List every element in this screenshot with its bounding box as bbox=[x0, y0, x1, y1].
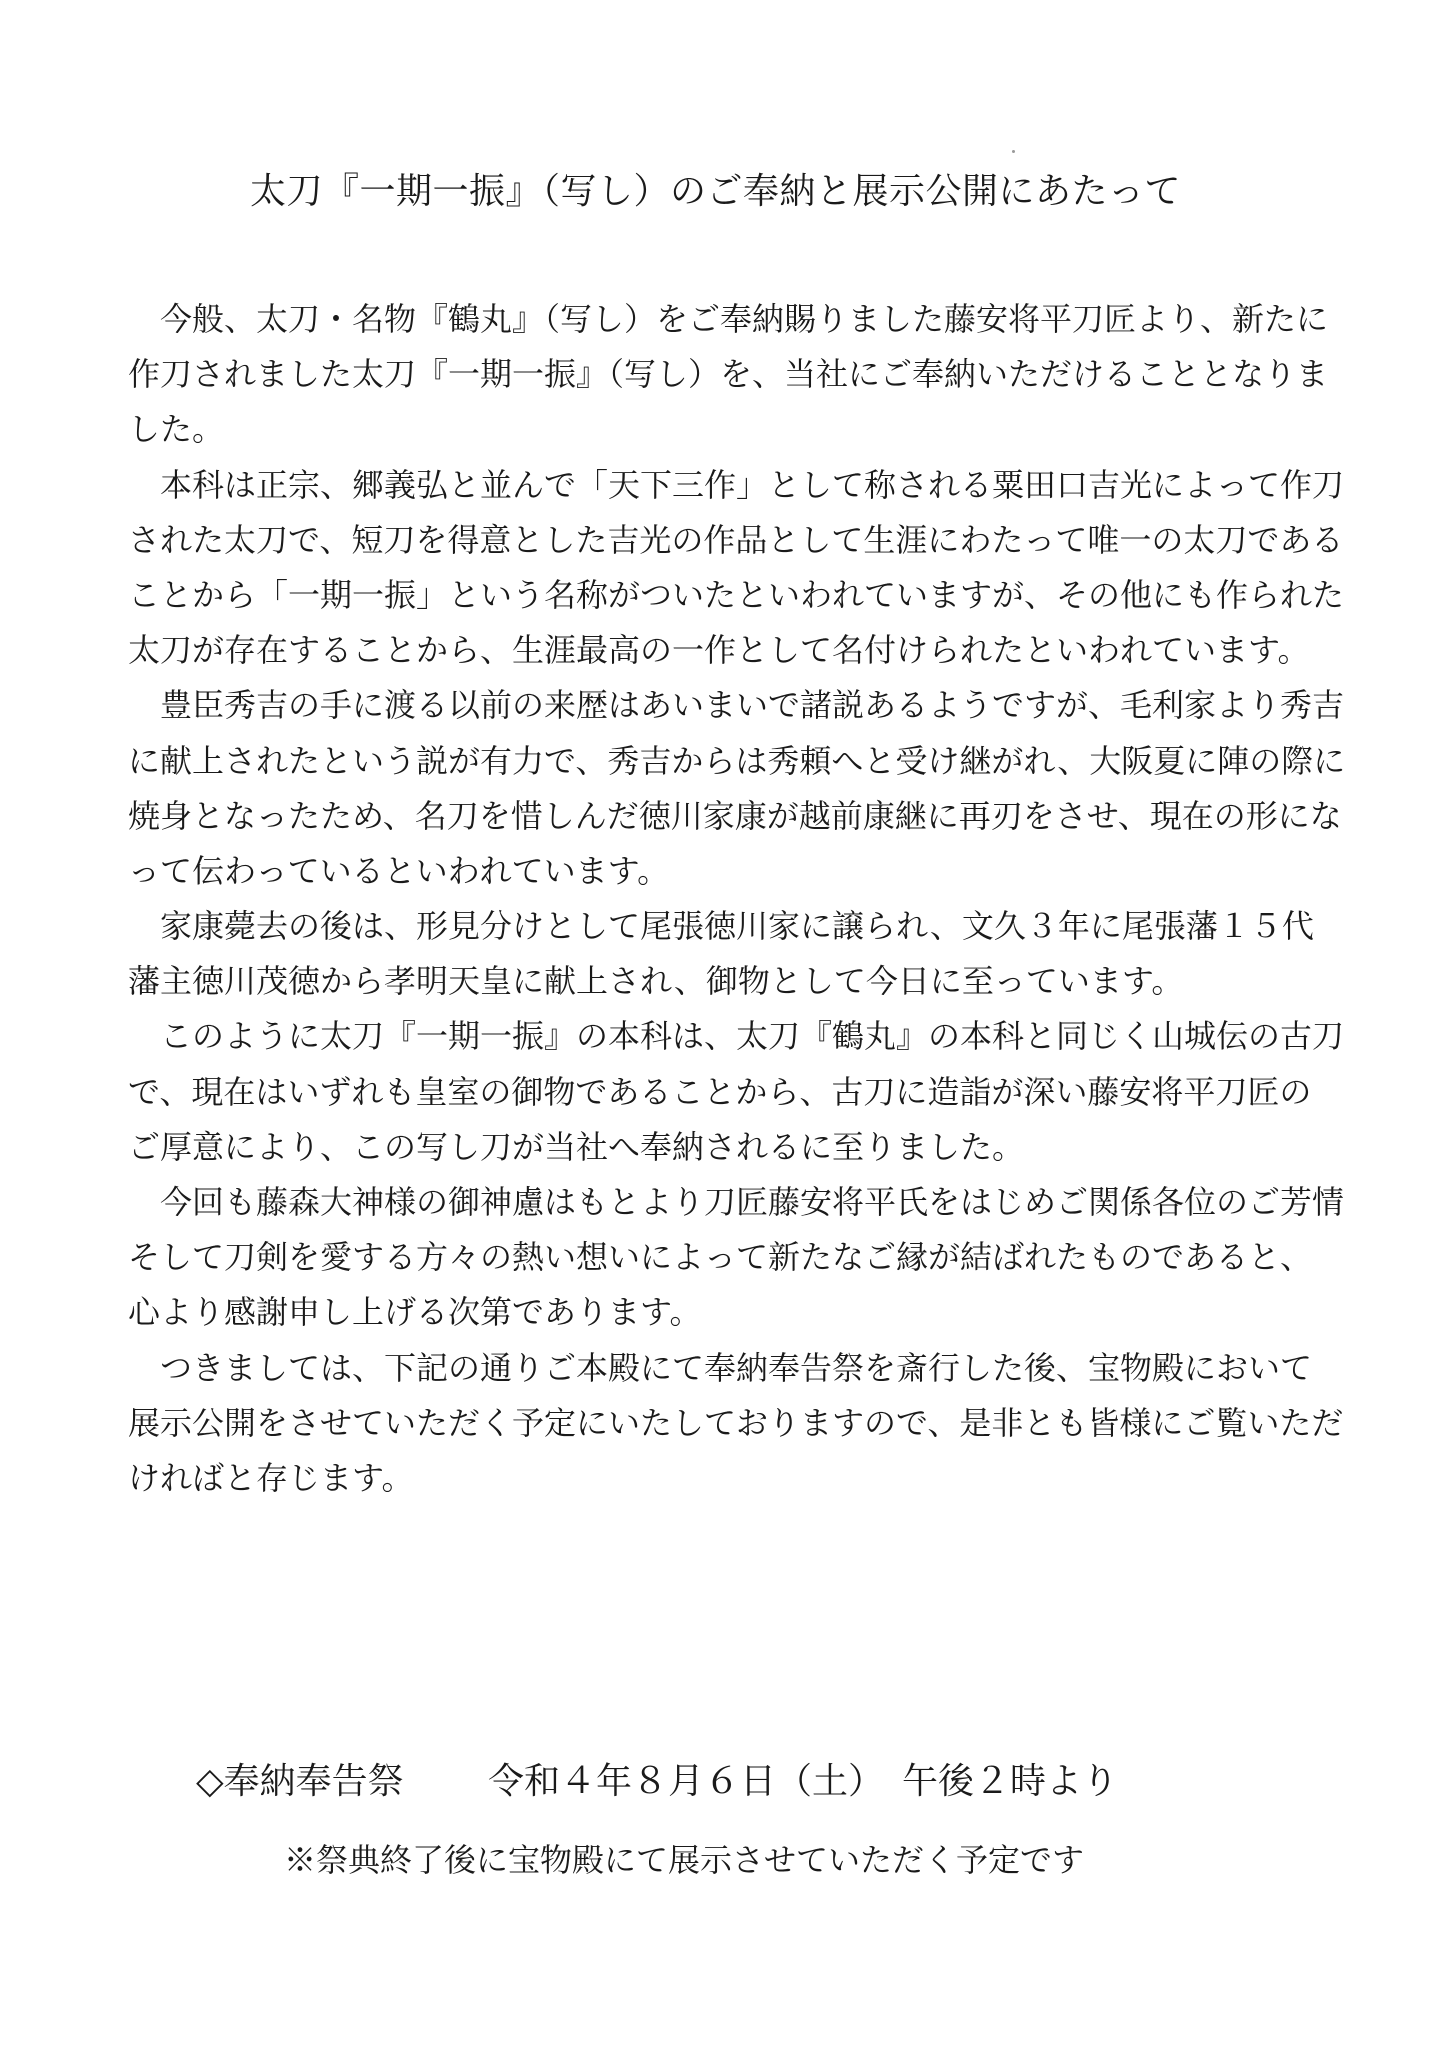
body-line: 心より感謝申し上げる次第であります。 bbox=[128, 1293, 702, 1332]
body-line: された太刀で、短刀を得意とした吉光の作品として生涯にわたって唯一の太刀である bbox=[128, 520, 1344, 559]
event-datetime: 令和４年８月６日（土） 午後２時より bbox=[488, 1761, 1119, 1802]
body-line: 展示公開をさせていただく予定にいたしておりますので、是非とも皆様にご覧いただ bbox=[128, 1403, 1344, 1442]
body-line: 今般、太刀・名物『鶴丸』（写し）をご奉納賜りました藤安将平刀匠より、新たに bbox=[128, 300, 1329, 338]
body-line: って伝わっているといわれています。 bbox=[128, 851, 670, 890]
body-line: このように太刀『一期一振』の本科は、太刀『鶴丸』の本科と同じく山城伝の古刀 bbox=[128, 1017, 1345, 1056]
body-line: そして刀剣を愛する方々の熱い想いによって新たなご縁が結ばれたものであると、 bbox=[128, 1238, 1313, 1277]
event-line bbox=[196, 1758, 1118, 1806]
body-line: 家康薨去の後は、形見分けとして尾張徳川家に譲られ、文久３年に尾張藩１５代 bbox=[128, 907, 1314, 946]
body-line: に献上されたという説が有力で、秀吉からは秀頼へと受け継がれ、大阪夏に陣の際に bbox=[128, 741, 1346, 780]
body-line: 豊臣秀吉の手に渡る以前の来歴はあいまいで諸説あるようですが、毛利家より秀吉 bbox=[128, 686, 1345, 725]
body-line: した。 bbox=[128, 410, 225, 449]
body-line: で、現在はいずれも皇室の御物であることから、古刀に造詣が深い藤安将平刀匠の bbox=[128, 1072, 1312, 1111]
body-line: 藩主徳川茂徳から孝明天皇に献上され、御物として今日に至っています。 bbox=[128, 962, 1184, 1001]
scan-speck bbox=[1012, 150, 1015, 153]
body-line: つきましては、下記の通りご本殿にて奉納奉告祭を斎行した後、宝物殿において bbox=[128, 1348, 1313, 1387]
body-line: ければと存じます。 bbox=[128, 1458, 414, 1497]
document-title: 太刀『一期一振』（写し）のご奉納と展示公開にあたって bbox=[250, 171, 1182, 212]
body-line: ことから「一期一振」という名称がついたといわれていますが、その他にも作られた bbox=[128, 575, 1345, 614]
body-line: 太刀が存在することから、生涯最高の一作として名付けられたといわれています。 bbox=[128, 631, 1310, 670]
body-line: 焼身となったため、名刀を惜しんだ徳川家康が越前康継に再刃をさせ、現在の形にな bbox=[128, 796, 1342, 835]
body-line: ご厚意により、この写し刀が当社へ奉納されるに至りました。 bbox=[128, 1127, 1025, 1166]
document-body bbox=[128, 292, 1346, 1506]
body-line: 作刀されました太刀『一期一振』（写し）を、当社にご奉納いただけることとなりま bbox=[128, 355, 1329, 394]
body-line: 今回も藤森大神様の御神慮はもとより刀匠藤安将平氏をはじめご関係各位のご芳情 bbox=[128, 1183, 1345, 1221]
body-line: 本科は正宗、郷義弘と並んで「天下三作」として称される粟田口吉光によって作刀 bbox=[128, 465, 1345, 504]
event-name: ◇奉納奉告祭 bbox=[196, 1761, 404, 1802]
event-note: ※祭典終了後に宝物殿にて展示させていただく予定です bbox=[284, 1841, 1085, 1879]
